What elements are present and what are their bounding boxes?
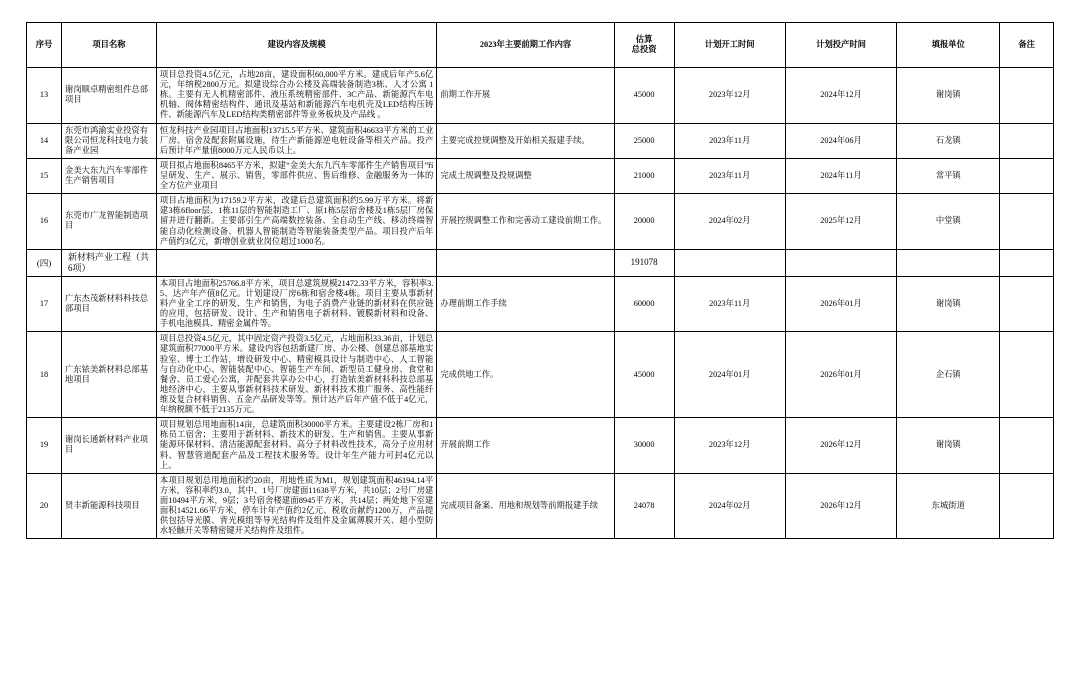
cell-content: 项目拟占地面积8465平方米，拟建“金美大东九汽车零部件生产销售项目”ří呈研发、生产、展示、销售，零部件供应、售后维修、金融服务为一体的全方位产业项目 — [156, 158, 436, 193]
cell-remark — [1000, 473, 1054, 539]
column-header-2023-work: 2023年主要前期工作内容 — [437, 23, 614, 68]
cell-seq: 19 — [27, 418, 62, 474]
cell-seq: (四) — [27, 249, 62, 276]
cell-start-date: 2023年12月 — [674, 418, 785, 474]
cell-project-name: 新材料产业工程（共6项） — [62, 249, 157, 276]
cell-seq: 17 — [27, 276, 62, 332]
cell-start-date: 2023年11月 — [674, 276, 785, 332]
table-row — [27, 418, 1054, 474]
table-section-row — [27, 249, 1054, 276]
cell-project-name: 广东杰茂新材料科技总部项目 — [62, 276, 157, 332]
cell-2023-work: 完成项目备案、用地和规划等前期报建手续 — [437, 473, 614, 539]
cell-start-date: 2023年11月 — [674, 123, 785, 158]
cell-remark — [1000, 249, 1054, 276]
cell-production-date: 2026年01月 — [785, 276, 896, 332]
cell-investment: 30000 — [614, 418, 674, 474]
cell-start-date: 2024年02月 — [674, 473, 785, 539]
table-row — [27, 332, 1054, 418]
cell-production-date — [785, 249, 896, 276]
cell-production-date: 2026年12月 — [785, 418, 896, 474]
cell-reporting-unit: 石龙镇 — [897, 123, 1000, 158]
cell-investment: 25000 — [614, 123, 674, 158]
cell-remark — [1000, 194, 1054, 250]
cell-project-name: 谢岗长通新材料产业项目 — [62, 418, 157, 474]
cell-2023-work: 前期工作开展 — [437, 68, 614, 124]
column-header-start-date: 计划开工时间 — [674, 23, 785, 68]
cell-production-date: 2026年01月 — [785, 332, 896, 418]
table-row — [27, 194, 1054, 250]
column-header-content-scale: 建设内容及规模 — [156, 23, 436, 68]
cell-2023-work: 开展控规调整工作和完善动工建设前期工作。 — [437, 194, 614, 250]
cell-project-name: 金美大东九汽车零部件生产销售项目 — [62, 158, 157, 193]
cell-seq: 16 — [27, 194, 62, 250]
cell-investment: 191078 — [614, 249, 674, 276]
cell-start-date: 2024年02月 — [674, 194, 785, 250]
cell-project-name: 东莞市鸿渝实业投资有限公司恒龙科技电力装备产业园 — [62, 123, 157, 158]
cell-investment: 60000 — [614, 276, 674, 332]
cell-seq: 20 — [27, 473, 62, 539]
table-row — [27, 123, 1054, 158]
cell-seq: 18 — [27, 332, 62, 418]
cell-project-name: 谢岗顺卓精密组件总部项目 — [62, 68, 157, 124]
cell-reporting-unit: 谢岗镇 — [897, 68, 1000, 124]
cell-remark — [1000, 418, 1054, 474]
project-list-table — [26, 22, 1054, 539]
cell-seq: 15 — [27, 158, 62, 193]
cell-content: 本项目规划总用地面积约20亩，用地性质为M1，规划建筑面积46194.14平方米，容积率约3.0，其中、1号厂房建面11638平方米，共10层；2号厂房建面10494平方米，9层；3号宿舍楼建面8945平方米，共14层；两处地下室建面积14521.66平方米，停车计年产值约2亿元、税收贡献约1200万，产品提供包括导光膜、背光模组等导光结构件及组件及金属薄膜开关、超小型防水轻触开关等精密键开关结构件及组件。 — [156, 473, 436, 539]
cell-content: 项目占地面积为17159.2平方米，改建后总建筑面积约5.99万平方米。将新建3栋6floor层、1栋11层的智能制造工厂、原1栋5层宿舍楼及1栋5层厂房保留并进行翻新。主要部引生产高端数控装备、全自动生产线、移动终端智能自动化检测设备、机器人智能制造等智能装备类型产品。项目投产后年产值约3亿元，新增创业就业岗位超过1000名。 — [156, 194, 436, 250]
table-row — [27, 276, 1054, 332]
cell-content: 项目规划总用地面积14亩，总建筑面积30000平方米。主要建设2栋厂房和1栋员工宿舍；主要用于新材料、新技术的研发、生产和销售。主要从事新能源环保材料、清洁能源配套材料、高分子材料改性技术，高分子应用材料、智慧管道配套产品及工程技术服务等。设计年生产能力可封4亿元以上。 — [156, 418, 436, 474]
cell-production-date: 2024年11月 — [785, 158, 896, 193]
cell-investment: 20000 — [614, 194, 674, 250]
column-header-project-name: 项目名称 — [62, 23, 157, 68]
cell-project-name: 广东铱美新材料总部基地项目 — [62, 332, 157, 418]
cell-reporting-unit: 常平镇 — [897, 158, 1000, 193]
cell-project-name: 东莞市广龙智能制造项目 — [62, 194, 157, 250]
cell-start-date — [674, 249, 785, 276]
cell-content — [156, 249, 436, 276]
cell-remark — [1000, 68, 1054, 124]
column-header-remark: 备注 — [1000, 23, 1054, 68]
cell-reporting-unit: 谢岗镇 — [897, 418, 1000, 474]
cell-reporting-unit: 东城街道 — [897, 473, 1000, 539]
column-header-production-date: 计划投产时间 — [785, 23, 896, 68]
cell-content: 本项目占地面积25766.8平方米，项目总建筑规模21472.33平方米，容积率3.5、达产年产值8亿元。计划建设厂房6栋和宿舍楼4栋。项目主要从事新材料产业全工序的研发、生产和销售，为电子消费产业链的新材料在供应链的应用，包括研发、设计、生产和销售电子新材料、镀膜新材料和设备、手机电池模具、精密金属件等。 — [156, 276, 436, 332]
cell-production-date: 2024年12月 — [785, 68, 896, 124]
total-investment-line2: 总投资 — [631, 45, 657, 54]
cell-start-date: 2023年11月 — [674, 158, 785, 193]
cell-remark — [1000, 332, 1054, 418]
table-row — [27, 158, 1054, 193]
cell-investment: 45000 — [614, 332, 674, 418]
cell-start-date: 2023年12月 — [674, 68, 785, 124]
cell-2023-work — [437, 249, 614, 276]
cell-content: 项目总投资4.5亿元，占地28亩，建设面积60,000平方米。建成后年产5.6亿元，年纳税2800万元。拟建设综合办公楼及高端装备制造3栋、人才公寓 1 栋。主要有无人机精密部件、液压系统精密部件、3C产品、新能源汽车电机轴、阀体精密结构件、通讯及基站和新能源汽车电机壳及LED结构压铸件、新能源汽车及LED结构类精密部件等业务板块及产品线 。 — [156, 68, 436, 124]
column-header-seq: 序号 — [27, 23, 62, 68]
table-header-row — [27, 23, 1054, 68]
cell-production-date: 2025年12月 — [785, 194, 896, 250]
cell-content: 项目总投资4.5亿元，其中固定资产投资3.5亿元，占地面积33.36亩，计划总建筑面积77000平方米。建设内容包括新建厂房、办公楼、创建总部基地实验室、博士工作站，增设研发中心、精密模具设计与制造中心、人工智能与自动化中心、智能装配中心、智能生产车间、新型员工健身房、食堂和餐舍、员工爱心公寓，并配套共享办公中心，打造铱美新材料科技总部基地经济中心，主要从事新材料技术研发、新材料技术推广服务、高性能纤维及复合材料销售、五金产品研发等等。预计达产后年产值不低于4亿元，年纳税额不低于2135万元。 — [156, 332, 436, 418]
cell-project-name: 贤丰新能源科技项目 — [62, 473, 157, 539]
cell-reporting-unit: 谢岗镇 — [897, 276, 1000, 332]
cell-start-date: 2024年01月 — [674, 332, 785, 418]
cell-remark — [1000, 158, 1054, 193]
table-header — [27, 23, 1054, 68]
column-header-reporting-unit: 填报单位 — [897, 23, 1000, 68]
cell-2023-work: 完成土规调整及投规调整 — [437, 158, 614, 193]
table-body — [27, 68, 1054, 539]
cell-production-date: 2024年06月 — [785, 123, 896, 158]
cell-2023-work: 主要完成控规调整及开始相关报建手续。 — [437, 123, 614, 158]
cell-investment: 24078 — [614, 473, 674, 539]
total-investment-line1: 估算 — [635, 34, 653, 44]
cell-2023-work: 完成供地工作。 — [437, 332, 614, 418]
cell-remark — [1000, 276, 1054, 332]
cell-seq: 14 — [27, 123, 62, 158]
cell-2023-work: 开展前期工作 — [437, 418, 614, 474]
cell-seq: 13 — [27, 68, 62, 124]
cell-production-date: 2026年12月 — [785, 473, 896, 539]
cell-investment: 21000 — [614, 158, 674, 193]
table-row — [27, 473, 1054, 539]
cell-content: 恒龙科技产业园项目占地面积13715.5平方米、建筑面积46633平方米的工业厂房、宿舍及配套附属设施，待生产新能源逆电桩设备等相关产品。投产后预计年产量值8000万元人民币以上。 — [156, 123, 436, 158]
cell-reporting-unit: 中堂镇 — [897, 194, 1000, 250]
cell-remark — [1000, 123, 1054, 158]
cell-2023-work: 办理前期工作手续 — [437, 276, 614, 332]
column-header-total-investment — [614, 23, 674, 68]
cell-reporting-unit: 企石镇 — [897, 332, 1000, 418]
cell-reporting-unit — [897, 249, 1000, 276]
table-row — [27, 68, 1054, 124]
cell-investment: 45000 — [614, 68, 674, 124]
